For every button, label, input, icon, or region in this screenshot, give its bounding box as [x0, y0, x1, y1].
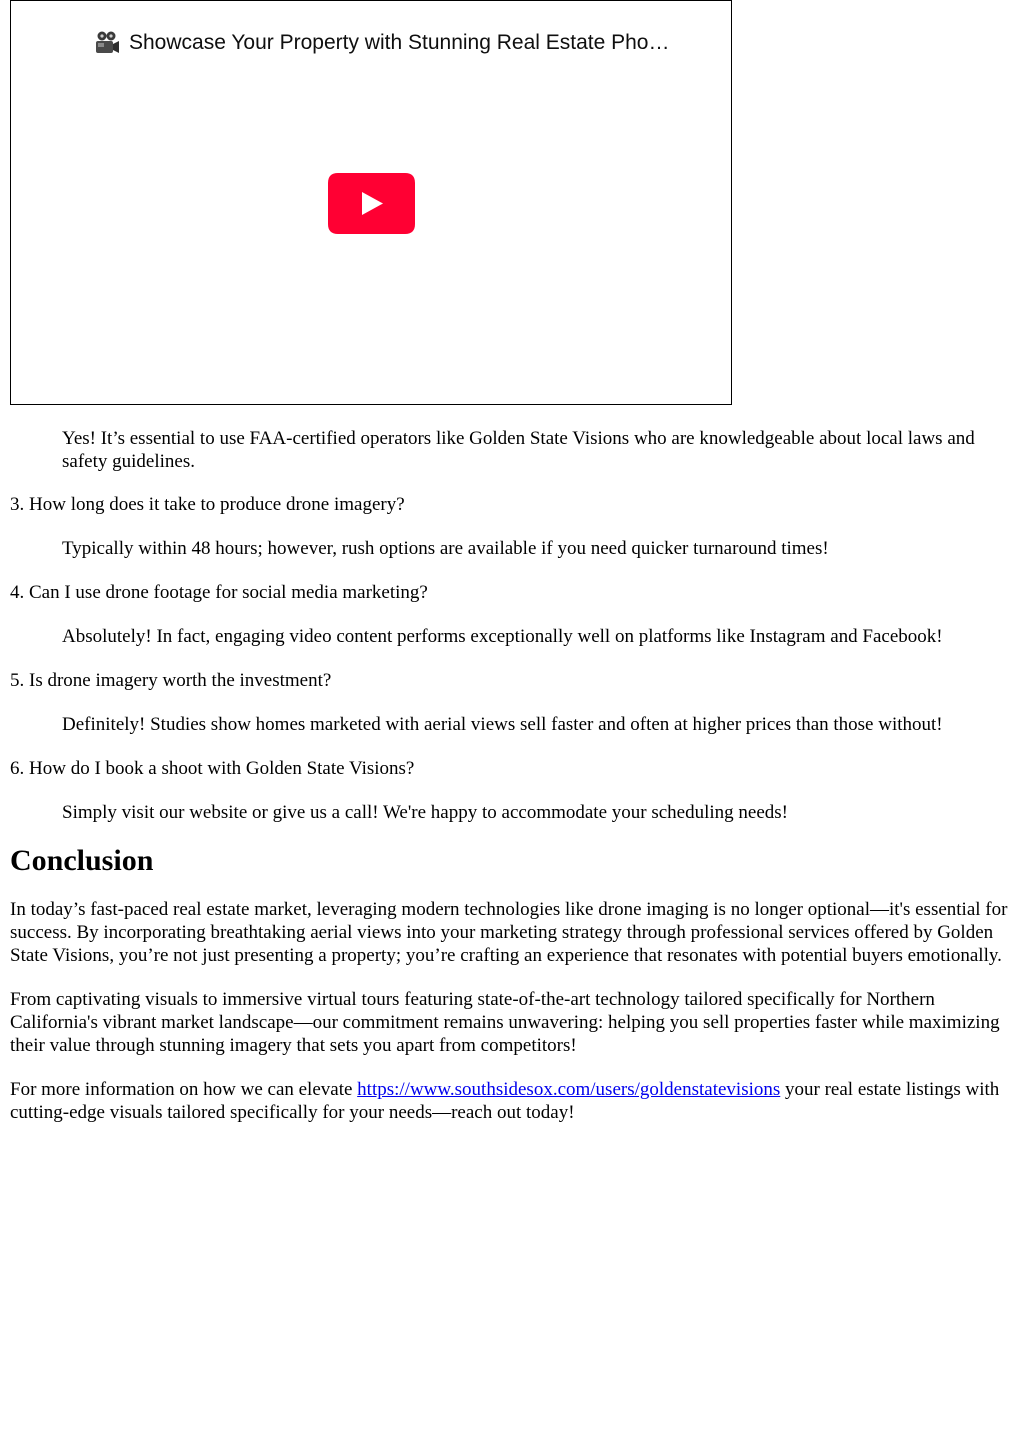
conclusion-heading: Conclusion	[10, 844, 154, 877]
film-camera-icon	[93, 29, 121, 57]
faq-answer-5: Definitely! Studies show homes marketed with aerial views sell faster and often at higher prices than those without!	[62, 714, 943, 735]
conclusion-text-after-link: your real estate listings with cutting-edge visuals tailored specifically for your needs—reach out today!	[10, 1079, 1000, 1123]
embedded-video[interactable]	[10, 0, 732, 405]
faq-question-6: 6. How do I book a shoot with Golden State Visions?	[10, 758, 415, 779]
conclusion-paragraph-3	[10, 1078, 1014, 1124]
video-title-text[interactable]: Showcase Your Property with Stunning Real Estate Pho…	[129, 31, 670, 54]
conclusion-paragraph-2: From captivating visuals to immersive virtual tours featuring state-of-the-art technology tailored specifically for Northern California's vibrant market landscape—our commitment remains unwavering: helping you sell properties faster while maximizing their value through stunning imagery that sets you apart from competitors!	[10, 989, 1000, 1056]
video-title-bar[interactable]	[93, 29, 713, 57]
golden-state-visions-link[interactable]: https://www.southsidesox.com/users/goldenstatevisions	[357, 1079, 781, 1100]
faq-answer-2: Yes! It’s essential to use FAA-certified operators like Golden State Visions who are knowledgeable about local laws and safety guidelines.	[62, 428, 975, 472]
conclusion-text-before-link: For more information on how we can elevate	[10, 1079, 358, 1100]
faq-answer-3: Typically within 48 hours; however, rush options are available if you need quicker turnaround times!	[62, 538, 829, 559]
youtube-play-icon[interactable]	[328, 173, 415, 234]
faq-answer-6: Simply visit our website or give us a call! We're happy to accommodate your scheduling needs!	[62, 802, 788, 823]
faq-question-3: 3. How long does it take to produce drone imagery?	[10, 494, 405, 515]
conclusion-paragraph-1: In today’s fast-paced real estate market, leveraging modern technologies like drone imaging is no longer optional—it's essential for success. By incorporating breathtaking aerial views into your marketing strategy through professional services offered by Golden State Visions, you’re not just presenting a property; you’re crafting an experience that resonates with potential buyers emotionally.	[10, 899, 1008, 966]
article	[10, 0, 1014, 1124]
faq-question-4: 4. Can I use drone footage for social media marketing?	[10, 582, 428, 603]
faq-question-5: 5. Is drone imagery worth the investment?	[10, 670, 332, 691]
faq-answer-4: Absolutely! In fact, engaging video content performs exceptionally well on platforms like Instagram and Facebook!	[62, 626, 943, 647]
